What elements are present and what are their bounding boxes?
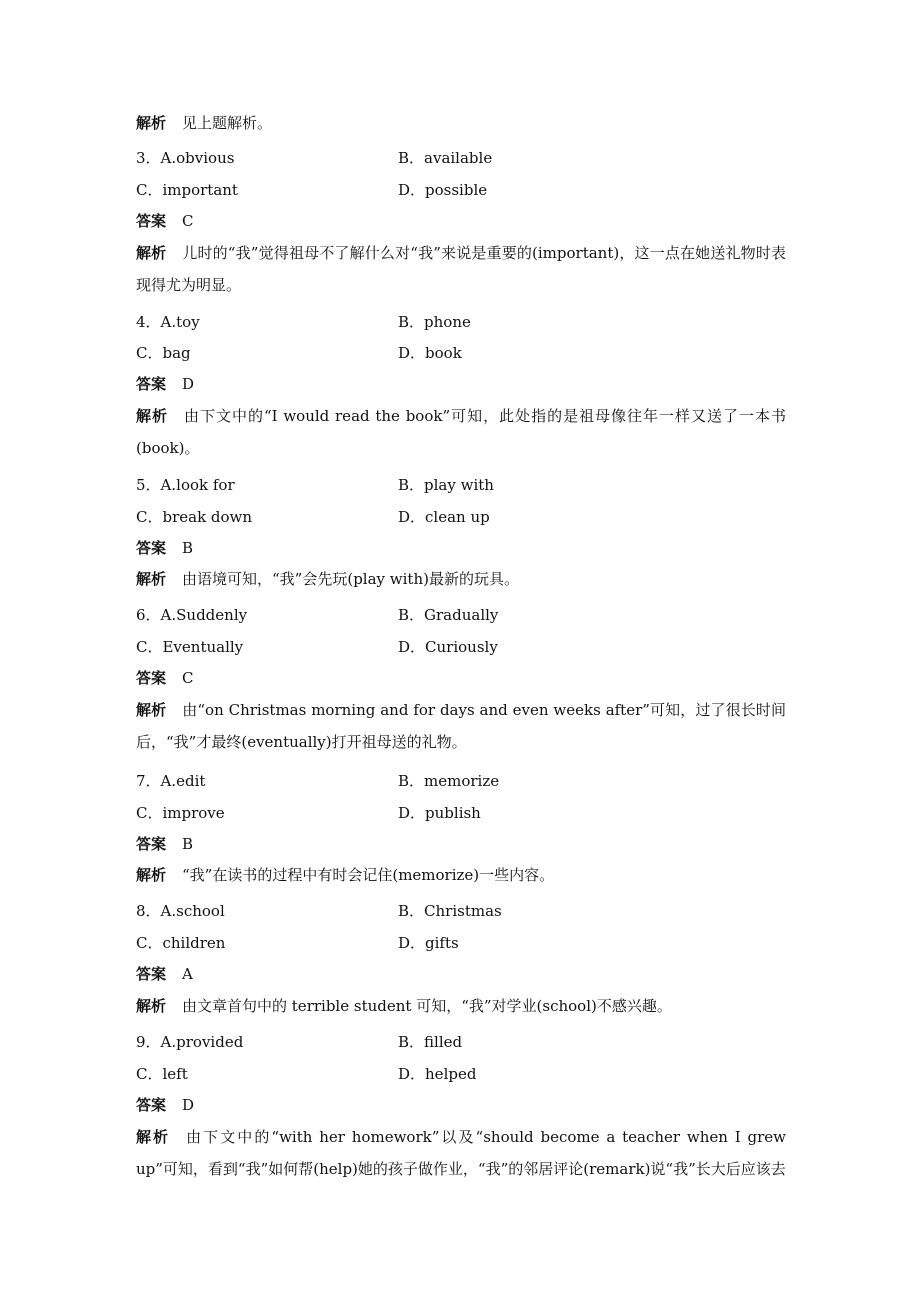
q3-options-row2 bbox=[136, 179, 786, 201]
answer-label: 答案 bbox=[136, 212, 167, 230]
q6-options-row2 bbox=[136, 636, 786, 658]
q9-answer bbox=[136, 1094, 786, 1116]
q3-explanation bbox=[136, 237, 786, 301]
answer-value: A bbox=[182, 965, 193, 983]
q4-option-b: B．phone bbox=[398, 313, 471, 331]
q3-option-c: C．important bbox=[136, 181, 238, 199]
q7-option-b: B．memorize bbox=[398, 772, 500, 790]
q4-answer bbox=[136, 373, 786, 395]
explanation-text: 见上题解析。 bbox=[182, 114, 273, 132]
q9-option-a: 9．A.provided bbox=[136, 1033, 244, 1051]
q9-option-c: C．left bbox=[136, 1065, 188, 1083]
q5-answer bbox=[136, 537, 786, 559]
q7-option-d: D．publish bbox=[398, 804, 481, 822]
q9-options-row2 bbox=[136, 1063, 786, 1085]
q3-options-row1 bbox=[136, 147, 786, 169]
q7-option-c: C．improve bbox=[136, 804, 225, 822]
q8-answer bbox=[136, 963, 786, 985]
answer-label: 答案 bbox=[136, 835, 167, 853]
q6-option-a: 6．A.Suddenly bbox=[136, 606, 248, 624]
answer-value: B bbox=[182, 539, 194, 557]
q9-option-b: B．filled bbox=[398, 1033, 463, 1051]
q5-option-b: B．play with bbox=[398, 476, 494, 494]
answer-label: 答案 bbox=[136, 1096, 167, 1114]
explanation-label: 解析 bbox=[136, 997, 167, 1015]
answer-value: D bbox=[182, 1096, 195, 1114]
q5-option-a: 5．A.look for bbox=[136, 476, 235, 494]
q8-options-row1 bbox=[136, 900, 786, 922]
q4-option-d: D．book bbox=[398, 344, 462, 362]
q3-option-a: 3．A.obvious bbox=[136, 149, 235, 167]
q7-answer bbox=[136, 833, 786, 855]
q3-option-d: D．possible bbox=[398, 181, 488, 199]
answer-label: 答案 bbox=[136, 965, 167, 983]
explanation-label: 解析 bbox=[136, 570, 167, 588]
q6-option-c: C．Eventually bbox=[136, 638, 244, 656]
explanation-text: 由语境可知，“我”会先玩(play with)最新的玩具。 bbox=[182, 570, 519, 588]
q5-option-d: D．clean up bbox=[398, 508, 490, 526]
answer-value: B bbox=[182, 835, 194, 853]
explanation-text: 由“on Christmas morning and for days and even weeks after”可知，过了很长时间后，“我”才最终(eventually)打开祖母送的礼物。 bbox=[136, 701, 786, 751]
q8-option-b: B．Christmas bbox=[398, 902, 502, 920]
answer-label: 答案 bbox=[136, 375, 167, 393]
q2-explanation bbox=[136, 112, 786, 134]
q4-option-a: 4．A.toy bbox=[136, 313, 200, 331]
q4-option-c: C．bag bbox=[136, 344, 191, 362]
q5-options-row1 bbox=[136, 474, 786, 496]
q8-explanation bbox=[136, 995, 786, 1017]
explanation-label: 解析 bbox=[136, 114, 167, 132]
q5-explanation bbox=[136, 568, 786, 590]
answer-label: 答案 bbox=[136, 539, 167, 557]
explanation-text: 由下文中的“I would read the book”可知，此处指的是祖母像往年一样又送了一本书(book)。 bbox=[136, 407, 786, 457]
q9-options-row1 bbox=[136, 1031, 786, 1053]
answer-label: 答案 bbox=[136, 669, 167, 687]
q9-explanation bbox=[136, 1121, 786, 1185]
explanation-label: 解析 bbox=[136, 244, 167, 262]
explanation-label: 解析 bbox=[136, 407, 168, 425]
q8-option-c: C．children bbox=[136, 934, 226, 952]
q3-option-b: B．available bbox=[398, 149, 493, 167]
q3-answer bbox=[136, 210, 786, 232]
explanation-label: 解析 bbox=[136, 866, 167, 884]
q6-option-b: B．Gradually bbox=[398, 606, 499, 624]
explanation-label: 解析 bbox=[136, 1128, 171, 1146]
q4-options-row1 bbox=[136, 311, 786, 333]
answer-value: C bbox=[182, 669, 194, 687]
q6-options-row1 bbox=[136, 604, 786, 626]
q4-options-row2 bbox=[136, 342, 786, 364]
q7-options-row1 bbox=[136, 770, 786, 792]
q4-explanation bbox=[136, 400, 786, 464]
q8-options-row2 bbox=[136, 932, 786, 954]
q5-options-row2 bbox=[136, 506, 786, 528]
explanation-text: 由下文中的“with her homework”以及“should become a teacher when I grew up”可知，看到“我”如何帮(help)她的孩子做作业，“我”的邻居评论(remark)说“我”长大后应该去 bbox=[136, 1128, 786, 1178]
q7-options-row2 bbox=[136, 802, 786, 824]
answer-value: C bbox=[182, 212, 194, 230]
answer-value: D bbox=[182, 375, 195, 393]
q6-option-d: D．Curiously bbox=[398, 638, 498, 656]
q6-explanation bbox=[136, 694, 786, 758]
q8-option-d: D．gifts bbox=[398, 934, 459, 952]
explanation-text: 儿时的“我”觉得祖母不了解什么对“我”来说是重要的(important)，这一点在她送礼物时表现得尤为明显。 bbox=[136, 244, 786, 294]
explanation-text: “我”在读书的过程中有时会记住(memorize)一些内容。 bbox=[182, 866, 555, 884]
q8-option-a: 8．A.school bbox=[136, 902, 225, 920]
q7-option-a: 7．A.edit bbox=[136, 772, 206, 790]
q6-answer bbox=[136, 667, 786, 689]
q7-explanation bbox=[136, 864, 786, 886]
explanation-text: 由文章首句中的 terrible student 可知，“我”对学业(school)不感兴趣。 bbox=[182, 997, 672, 1015]
q9-option-d: D．helped bbox=[398, 1065, 477, 1083]
explanation-label: 解析 bbox=[136, 701, 167, 719]
q5-option-c: C．break down bbox=[136, 508, 253, 526]
